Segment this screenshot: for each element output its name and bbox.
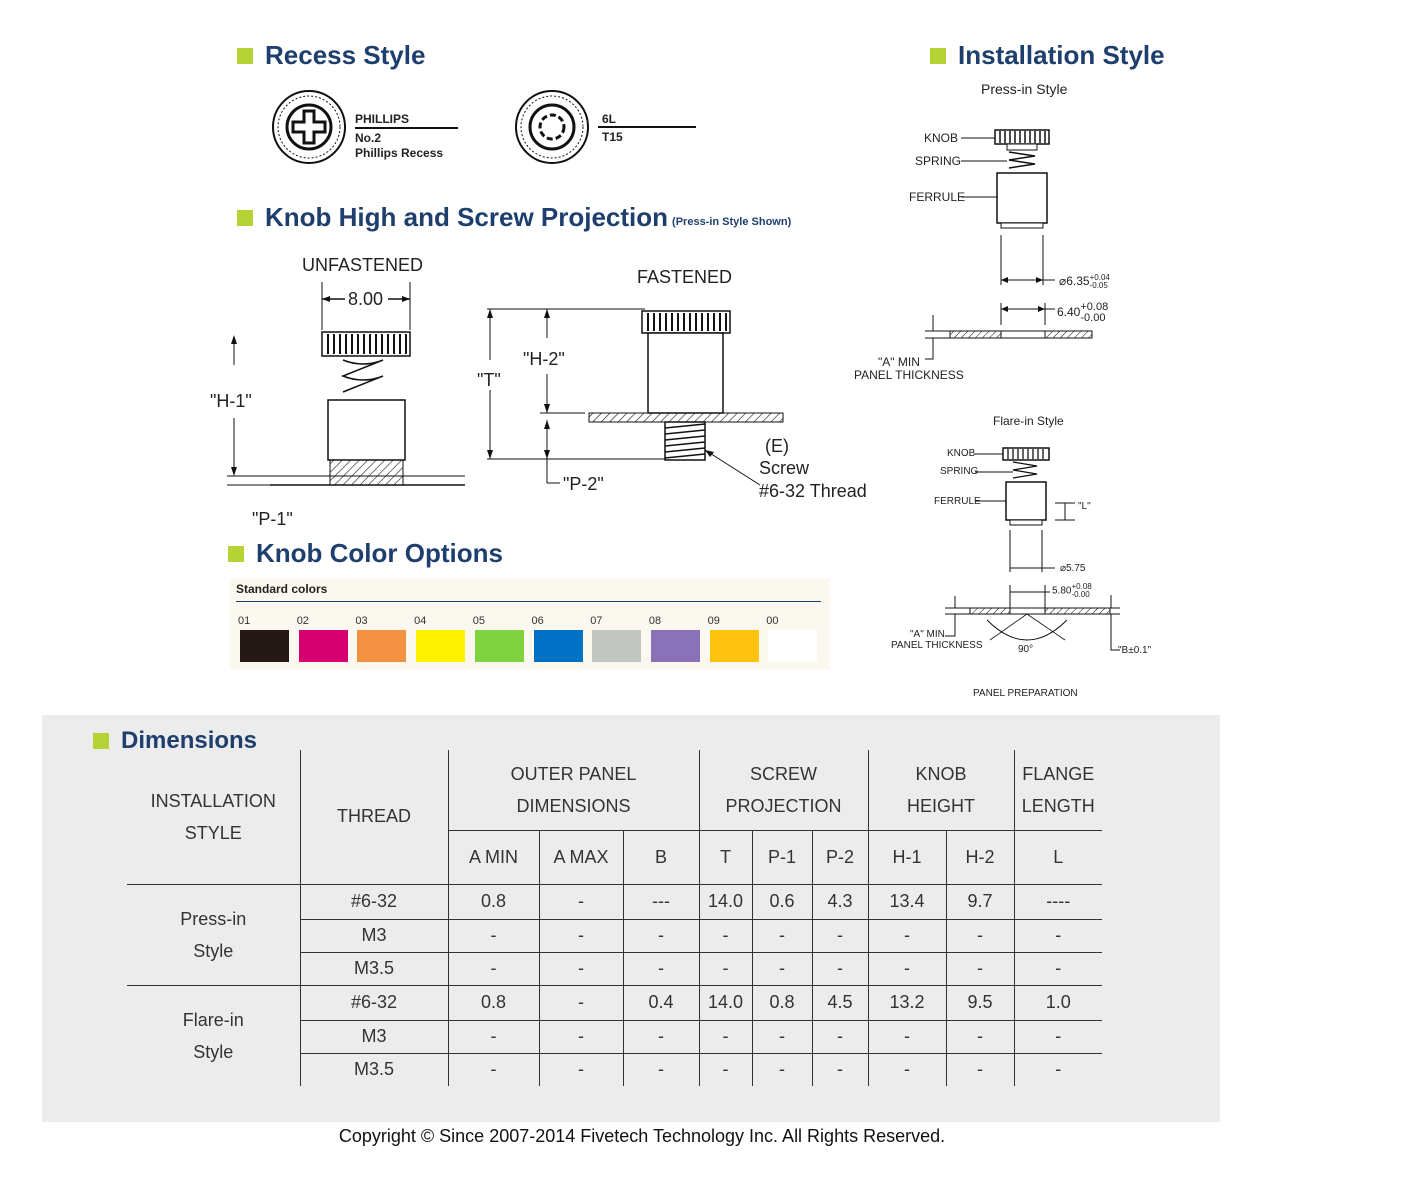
header-text: HEIGHT xyxy=(906,795,975,816)
subheader-cell: H-1 xyxy=(868,830,946,884)
color-swatch[interactable] xyxy=(240,630,289,662)
recess-style-title xyxy=(237,40,425,71)
flarein-amin-label: "A" MIN xyxy=(910,629,945,640)
phillips-label-2: No.2 xyxy=(355,131,382,145)
pressin-diameter-2 xyxy=(1057,302,1108,324)
style-text: Style xyxy=(193,1041,234,1062)
table-row xyxy=(127,884,1102,919)
value-cell: --- xyxy=(623,884,699,919)
header-installation-style xyxy=(127,750,300,884)
knob-projection-title xyxy=(237,202,791,233)
header-text: LENGTH xyxy=(1021,795,1095,816)
installation-style-cell xyxy=(127,884,300,985)
value-cell: - xyxy=(699,919,752,952)
unfastened-label: UNFASTENED xyxy=(302,255,424,275)
thread-cell: M3 xyxy=(300,919,448,952)
value-cell: - xyxy=(448,1053,539,1086)
subheader-cell: T xyxy=(699,830,752,884)
value-cell: - xyxy=(1014,1020,1102,1053)
value-cell: - xyxy=(623,952,699,985)
pressin-panel-thickness: PANEL THICKNESS xyxy=(854,368,964,382)
header-outer-panel xyxy=(448,750,699,830)
subheader-cell: B xyxy=(623,830,699,884)
header-text: OUTER PANEL xyxy=(510,763,637,784)
d1-tol-dn: -0.05 xyxy=(1089,281,1108,290)
value-cell: 0.8 xyxy=(448,985,539,1020)
phillips-label-1: PHILLIPS xyxy=(355,112,410,126)
torx-label-1: 6L xyxy=(602,112,617,126)
color-code-label: 03 xyxy=(355,615,368,627)
subheader-cell: H-2 xyxy=(946,830,1014,884)
installation-style-cell xyxy=(127,985,300,1086)
heading-divider xyxy=(236,601,821,602)
d2-tol-up: +0.08 xyxy=(1080,301,1109,313)
header-flange-length xyxy=(1014,750,1102,830)
thread-cell: M3.5 xyxy=(300,952,448,985)
value-cell: - xyxy=(448,952,539,985)
color-code-label: 01 xyxy=(238,615,251,627)
color-swatch[interactable] xyxy=(299,630,348,662)
value-cell: 4.3 xyxy=(812,884,868,919)
header-text: DIMENSIONS xyxy=(516,795,631,816)
value-cell: 0.8 xyxy=(752,985,812,1020)
color-swatch[interactable] xyxy=(651,630,700,662)
subheader-cell: P-2 xyxy=(812,830,868,884)
t-label: "T" xyxy=(477,370,501,390)
h2-label: "H-2" xyxy=(523,349,565,369)
value-cell: - xyxy=(812,1020,868,1053)
panel-preparation-label: PANEL PREPARATION xyxy=(973,688,1078,699)
d2-value: 6.40 xyxy=(1057,305,1081,320)
knob-projection-note: (Press-in Style Shown) xyxy=(672,215,792,228)
bullet-square-icon xyxy=(93,733,109,749)
value-cell: - xyxy=(539,884,623,919)
recess-style-diagram xyxy=(270,88,710,168)
header-thread: THREAD xyxy=(300,750,448,884)
flarein-spring-label: SPRING xyxy=(940,466,979,477)
style-text: Flare-in xyxy=(182,1009,244,1030)
pressin-spring-label: SPRING xyxy=(915,154,962,168)
value-cell: - xyxy=(946,1053,1014,1086)
value-cell: - xyxy=(448,919,539,952)
copyright-footer: Copyright © Since 2007-2014 Fivetech Technology Inc. All Rights Reserved. xyxy=(338,1126,946,1146)
value-cell: - xyxy=(1014,952,1102,985)
p1-label: "P-1" xyxy=(252,509,293,529)
phillips-head-icon xyxy=(273,91,345,163)
d4-tol-dn: -0.00 xyxy=(1071,590,1090,599)
value-cell: 14.0 xyxy=(699,884,752,919)
thread-cell: #6-32 xyxy=(300,985,448,1020)
color-swatch-panel xyxy=(230,578,830,670)
width-dimension: 8.00 xyxy=(348,289,384,309)
value-cell: - xyxy=(752,919,812,952)
value-cell: 13.4 xyxy=(868,884,946,919)
d1-value: ⌀6.35 xyxy=(1059,274,1090,289)
value-cell: - xyxy=(539,952,623,985)
recess-style-label: Recess Style xyxy=(265,40,426,70)
header-text: FLANGE xyxy=(1022,763,1095,784)
color-code-label: 08 xyxy=(648,615,662,627)
color-code-label: 04 xyxy=(414,615,427,627)
value-cell: - xyxy=(752,952,812,985)
flarein-angle-label: 90° xyxy=(1018,644,1034,655)
flarein-panel-thickness: PANEL THICKNESS xyxy=(891,640,983,651)
pressin-knob-label: KNOB xyxy=(924,131,959,145)
header-text: PROJECTION xyxy=(725,795,842,816)
d4-tol-up: +0.08 xyxy=(1071,582,1092,591)
pressin-title: Press-in Style xyxy=(981,81,1068,97)
value-cell: - xyxy=(946,919,1014,952)
subheader-cell: P-1 xyxy=(752,830,812,884)
value-cell: 1.0 xyxy=(1014,985,1102,1020)
e-label: (E) xyxy=(765,436,789,456)
bullet-square-icon xyxy=(237,210,253,226)
dimensions-table xyxy=(127,750,1102,1086)
standard-colors-heading: Standard colors xyxy=(236,582,328,596)
pressin-diameter-1 xyxy=(1059,274,1110,290)
flarein-diameter-label: ⌀5.75 xyxy=(1060,563,1086,574)
color-code-label: 02 xyxy=(296,615,309,627)
value-cell: - xyxy=(539,1053,623,1086)
color-code-label: 05 xyxy=(472,615,486,627)
value-cell: - xyxy=(1014,919,1102,952)
thread-cell: #6-32 xyxy=(300,884,448,919)
value-cell: - xyxy=(699,1020,752,1053)
value-cell: - xyxy=(868,919,946,952)
h1-label: "H-1" xyxy=(210,391,252,411)
fastened-label: FASTENED xyxy=(637,267,733,287)
value-cell: - xyxy=(868,952,946,985)
flarein-width-label xyxy=(1052,583,1092,599)
color-swatch[interactable] xyxy=(475,630,524,662)
bullet-square-icon xyxy=(228,546,244,562)
torx-label-2: T15 xyxy=(602,130,623,144)
value-cell: - xyxy=(699,952,752,985)
style-text: Press-in xyxy=(180,908,247,929)
header-knob-height xyxy=(868,750,1014,830)
value-cell: - xyxy=(1055,1059,1062,1080)
value-cell: 13.2 xyxy=(868,985,946,1020)
d1-tol-up: +0.04 xyxy=(1089,273,1110,282)
value-cell: - xyxy=(868,1053,946,1086)
value-cell: 9.7 xyxy=(946,884,1014,919)
value-cell: 0.8 xyxy=(448,884,539,919)
value-cell: - xyxy=(868,1020,946,1053)
color-code-label: 09 xyxy=(707,615,720,627)
color-swatch[interactable] xyxy=(592,630,641,662)
dimensions-label: Dimensions xyxy=(121,727,258,754)
table-row xyxy=(127,985,1102,1020)
value-cell: - xyxy=(946,952,1014,985)
subheader-cell: A MAX xyxy=(539,830,623,884)
value-cell: - xyxy=(812,1053,868,1086)
p2-label: "P-2" xyxy=(563,474,604,494)
header-text: KNOB xyxy=(915,763,967,784)
value-cell: - xyxy=(752,1053,812,1086)
color-swatch[interactable] xyxy=(768,630,817,662)
flarein-knob-label: KNOB xyxy=(947,448,976,459)
subheader-cell: L xyxy=(1014,830,1102,884)
value-cell: - xyxy=(539,919,623,952)
value-cell: 4.5 xyxy=(812,985,868,1020)
color-swatch[interactable] xyxy=(710,630,759,662)
color-code-label: 06 xyxy=(531,615,544,627)
pressin-amin-label: "A" MIN xyxy=(878,355,920,369)
header-text: INSTALLATION xyxy=(150,790,276,811)
style-text: Style xyxy=(193,940,234,961)
flarein-l-label: "L" xyxy=(1078,501,1091,512)
color-swatch[interactable] xyxy=(416,630,465,662)
bullet-square-icon xyxy=(930,48,946,64)
knob-projection-label: Knob High and Screw Projection xyxy=(265,202,669,232)
value-cell: - xyxy=(539,985,623,1020)
thread-cell: M3 xyxy=(300,1020,448,1053)
torx-head-icon xyxy=(516,91,588,163)
flarein-b-label: "B±0.1" xyxy=(1118,645,1152,656)
value-cell: 0.6 xyxy=(752,884,812,919)
value-cell: - xyxy=(699,1053,752,1086)
fastened-drawing xyxy=(487,309,783,485)
color-code-label: 00 xyxy=(766,615,779,627)
subheader-cell: A MIN xyxy=(448,830,539,884)
value-cell: - xyxy=(812,919,868,952)
thread-cell: M3.5 xyxy=(300,1053,448,1086)
value-cell: - xyxy=(539,1020,623,1053)
value-cell: - xyxy=(752,1020,812,1053)
bullet-square-icon xyxy=(237,48,253,64)
table-header-row xyxy=(127,750,1102,830)
value-cell: - xyxy=(623,1053,699,1086)
value-cell: - xyxy=(623,919,699,952)
pressin-ferrule-label: FERRULE xyxy=(909,190,966,204)
header-text: STYLE xyxy=(184,822,242,843)
color-swatch[interactable] xyxy=(534,630,583,662)
unfastened-drawing xyxy=(227,282,465,485)
flarein-ferrule-label: FERRULE xyxy=(934,496,981,507)
header-screw-projection xyxy=(699,750,868,830)
value-cell: - xyxy=(448,1020,539,1053)
screw-label: Screw xyxy=(759,458,810,478)
value-cell: - xyxy=(623,1020,699,1053)
phillips-label-3: Phillips Recess xyxy=(355,146,444,160)
value-cell: 9.5 xyxy=(946,985,1014,1020)
header-text: SCREW xyxy=(750,763,817,784)
value-cell: ---- xyxy=(1014,884,1102,919)
installation-style-label: Installation Style xyxy=(958,40,1165,70)
d2-tol-dn: -0.00 xyxy=(1080,312,1106,324)
knob-color-label: Knob Color Options xyxy=(256,538,503,568)
value-cell: 14.0 xyxy=(699,985,752,1020)
value-cell: 0.4 xyxy=(623,985,699,1020)
installation-style-title xyxy=(930,40,1165,71)
color-swatch[interactable] xyxy=(357,630,406,662)
value-cell: - xyxy=(946,1020,1014,1053)
d4-value: 5.80 xyxy=(1052,585,1072,597)
knob-color-title xyxy=(228,538,503,569)
value-cell: - xyxy=(812,952,868,985)
thread-label: #6-32 Thread xyxy=(759,481,867,501)
color-code-label: 07 xyxy=(590,615,603,627)
flarein-title: Flare-in Style xyxy=(993,414,1064,428)
